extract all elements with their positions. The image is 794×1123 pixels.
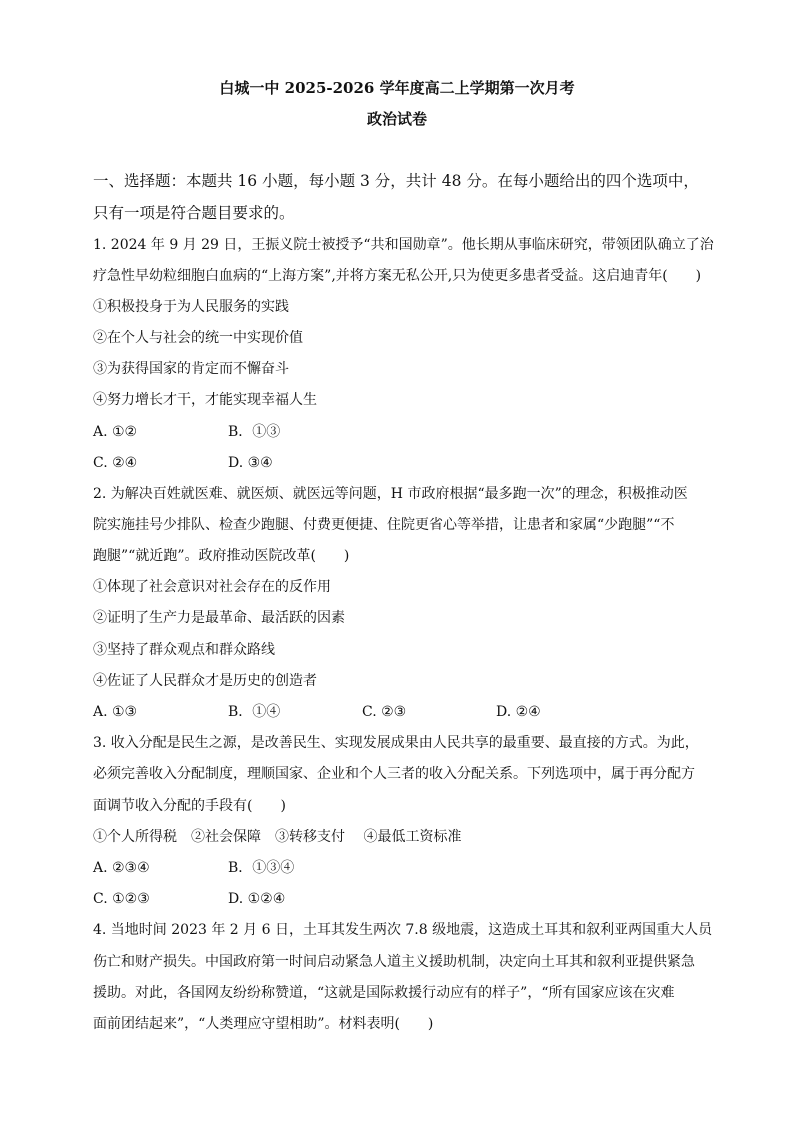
q3-items: ①个人所得税 ②社会保障 ③转移支付 ④最低工资标准 xyxy=(93,829,462,845)
q4-stem-line-3: 援助。对此，各国网友纷纷称赞道，“这就是国际救援行动应有的样子”，“所有国家应该在灾难 xyxy=(93,985,675,1001)
q3-stem-line-2: 必须完善收入分配制度，理顺国家、企业和个人三者的收入分配关系。下列选项中，属于再分配方 xyxy=(93,766,695,782)
q3-stem-line-3: 面调节收入分配的手段有( ) xyxy=(93,798,286,814)
q1-option-d: D. ③④ xyxy=(228,455,273,471)
q3-option-d: D. ①②④ xyxy=(228,891,286,907)
exam-title: 白城一中 2025-2026 学年度高二上学期第一次月考 xyxy=(219,79,575,97)
q1-stem-line-2: 疗急性早幼粒细胞白血病的“上海方案”,并将方案无私公开,只为使更多患者受益。这启迪青年( ) xyxy=(93,268,702,284)
q2-stem-line-2: 院实施挂号少排队、检查少跑腿、付费更便捷、住院更省心等举措，让患者和家属“少跑腿”“不 xyxy=(93,517,675,533)
q3-option-c: C. ①②③ xyxy=(93,891,150,907)
q4-stem-line-2: 伤亡和财产损失。中国政府第一时间启动紧急人道主义援助机制，决定向土耳其和叙利亚提供紧急 xyxy=(93,954,695,970)
q3-option-b: B．①③④ xyxy=(228,860,295,876)
q1-stem-line-1: 1. 2024 年 9 月 29 日，王振义院士被授予“共和国勋章”。他长期从事临床研究，带领团队确立了治 xyxy=(93,237,714,253)
q2-option-b: B．①④ xyxy=(228,704,281,720)
q2-option-c: C. ②③ xyxy=(362,704,407,720)
q3-option-a: A. ②③④ xyxy=(93,860,150,876)
q2-item-4: ④佐证了人民群众才是历史的创造者 xyxy=(93,673,317,689)
q4-stem-line-4: 面前团结起来”，“人类理应守望相助”。材料表明( ) xyxy=(93,1016,434,1032)
q1-option-c: C. ②④ xyxy=(93,455,138,471)
section-instruction-line-1: 一、选择题：本题共 16 小题，每小题 3 分，共计 48 分。在每小题给出的四个选项中， xyxy=(93,172,699,190)
q2-option-d: D. ②④ xyxy=(496,704,541,720)
q2-item-1: ①体现了社会意识对社会存在的反作用 xyxy=(93,579,331,595)
section-instruction-line-2: 只有一项是符合题目要求的。 xyxy=(93,204,295,222)
q2-item-3: ③坚持了群众观点和群众路线 xyxy=(93,642,275,658)
q1-option-b: B．①③ xyxy=(228,424,281,440)
q3-stem-line-1: 3. 收入分配是民生之源，是改善民生、实现发展成果由人民共享的最重要、最直接的方式。为此， xyxy=(93,735,699,751)
q2-stem-line-3: 跑腿”“就近跑”。政府推动医院改革( ) xyxy=(93,548,350,564)
q2-option-a: A. ①③ xyxy=(93,704,138,720)
q1-item-1: ①积极投身于为人民服务的实践 xyxy=(93,299,289,315)
exam-subtitle: 政治试卷 xyxy=(366,110,427,128)
q1-item-4: ④努力增长才干，才能实现幸福人生 xyxy=(93,392,317,408)
q4-stem-line-1: 4. 当地时间 2023 年 2 月 6 日，土耳其发生两次 7.8 级地震，这造成土耳其和叙利亚两国重大人员 xyxy=(93,922,713,938)
q1-item-2: ②在个人与社会的统一中实现价值 xyxy=(93,330,303,346)
q2-stem-line-1: 2. 为解决百姓就医难、就医烦、就医远等问题，H 市政府根据“最多跑一次”的理念，积极推动医 xyxy=(93,486,688,502)
q1-option-a: A. ①② xyxy=(93,424,138,440)
q2-item-2: ②证明了生产力是最革命、最活跃的因素 xyxy=(93,610,345,626)
q1-item-3: ③为获得国家的肯定而不懈奋斗 xyxy=(93,361,289,377)
